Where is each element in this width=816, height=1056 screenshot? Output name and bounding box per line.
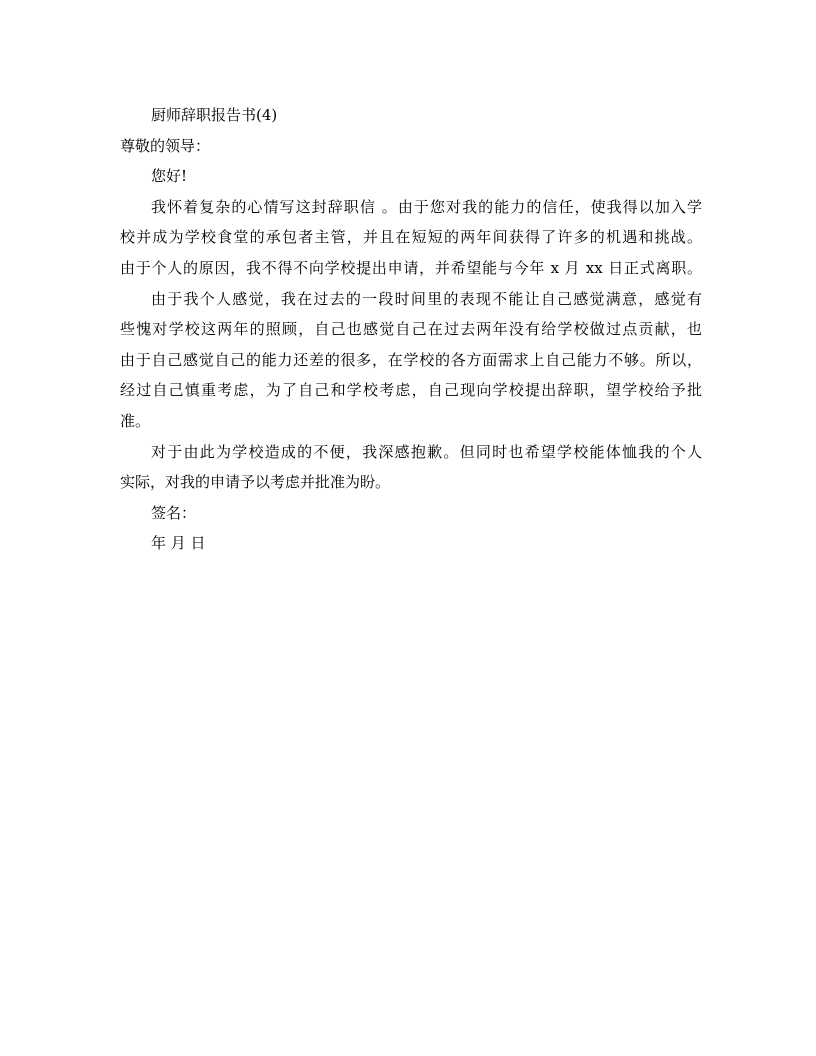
- date-line: 年 月 日: [151, 534, 206, 553]
- paragraph-line: 由于我个人感觉，我在过去的一段时间里的表现不能让自己感觉满意，感觉有: [151, 289, 702, 308]
- paragraph-line: 些愧对学校这两年的照顾，自己也感觉自己在过去两年没有给学校做过点贡献，也: [120, 320, 702, 339]
- signature-label: 签名：: [151, 503, 197, 522]
- paragraph-1: [120, 192, 702, 284]
- paragraph-line: 对于由此为学校造成的不便，我深感抱歉。但同时也希望学校能体恤我的个人: [151, 442, 702, 461]
- greeting: 您好!: [151, 167, 188, 186]
- paragraph-3: [120, 437, 702, 498]
- paragraph-line: 经过自己慎重考虑，为了自己和学校考虑，自己现向学校提出辞职，望学校给予批: [120, 381, 702, 400]
- paragraph-line: 我怀着复杂的心情写这封辞职信 。由于您对我的能力的信任，使我得以加入学: [151, 197, 702, 216]
- paragraph-2: [120, 284, 702, 437]
- paragraph-line: 由于个人的原因，我不得不向学校提出申请，并希望能与今年 x 月 xx 日正式离职。: [120, 258, 702, 277]
- paragraph-line: 准。: [120, 411, 151, 430]
- salutation: 尊敬的领导：: [120, 136, 211, 155]
- document-body: [120, 100, 702, 559]
- paragraph-line: 实际，对我的申请予以考虑并批准为盼。: [120, 473, 391, 492]
- paragraph-line: 由于自己感觉自己的能力还差的很多，在学校的各方面需求上自己能力不够。所以，: [120, 350, 702, 369]
- document-title: 厨师辞职报告书(4): [151, 106, 278, 124]
- paragraph-line: 校并成为学校食堂的承包者主管，并且在短短的两年间获得了许多的机遇和挑战。: [120, 228, 702, 247]
